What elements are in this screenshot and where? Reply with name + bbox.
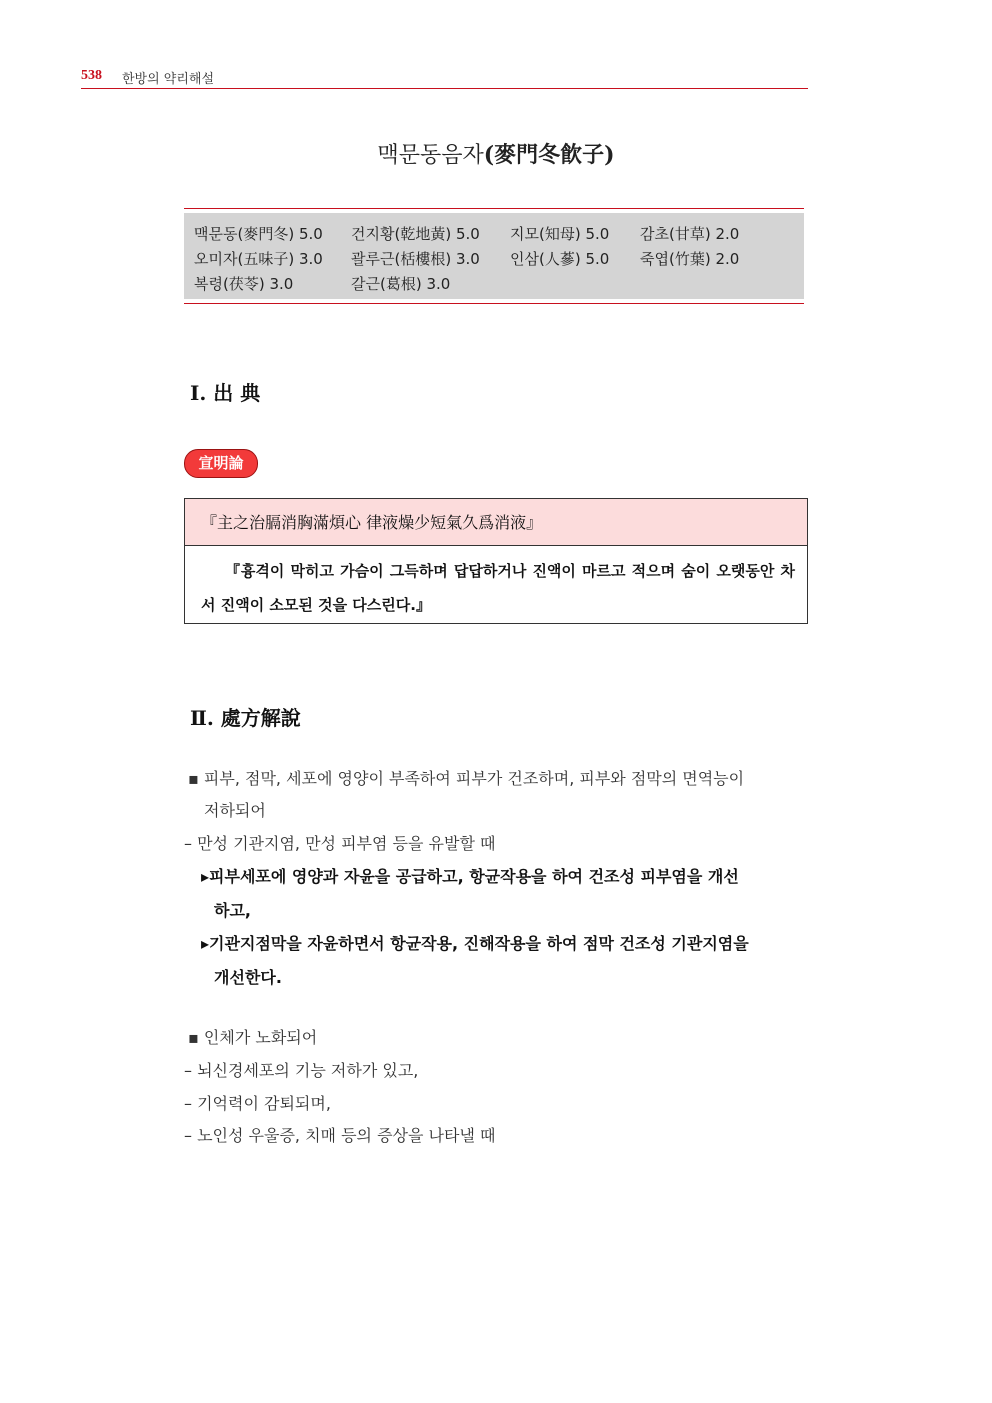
section-heading-source: Ⅰ. 出 典 bbox=[190, 381, 261, 405]
explanation-line: ▪ 인체가 노화되어 bbox=[188, 1028, 318, 1047]
explanation-line: – 기억력이 감퇴되며, bbox=[184, 1094, 331, 1113]
prescription-name-korean: 맥문동음자 bbox=[377, 143, 484, 168]
page-number: 538 bbox=[81, 68, 102, 83]
herb-item: 괄루근(栝樓根) 3.0 bbox=[351, 250, 480, 268]
herb-item: 인삼(人蔘) 5.0 bbox=[510, 250, 610, 268]
explanation-line: ▸피부세포에 영양과 자윤을 공급하고, 항균작용을 하여 건조성 피부염을 개선 bbox=[201, 867, 739, 886]
prescription-title bbox=[0, 138, 992, 169]
explanation-line: 하고, bbox=[214, 901, 251, 920]
herb-item: 복령(茯苓) 3.0 bbox=[194, 275, 294, 293]
book-title: 한방의 약리해설 bbox=[122, 72, 215, 87]
page-header bbox=[81, 66, 808, 89]
explanation-line: 개선한다. bbox=[214, 968, 282, 987]
explanation-line: ▪ 피부, 점막, 세포에 영양이 부족하여 피부가 건조하며, 피부와 점막의 면역능이 bbox=[188, 769, 745, 788]
herb-item: 건지황(乾地黃) 5.0 bbox=[351, 225, 480, 243]
prescription-name-hanja: (麥門冬飮子) bbox=[483, 142, 615, 168]
herb-item: 지모(知母) 5.0 bbox=[510, 225, 610, 243]
herb-item: 오미자(五味子) 3.0 bbox=[194, 250, 323, 268]
herb-item: 죽엽(竹葉) 2.0 bbox=[640, 250, 740, 268]
quote-translation: 『흉격이 막히고 가슴이 그득하며 답답하거나 진액이 마르고 적으며 숨이 오랫동안 차서 진액이 소모된 것을 다스린다.』 bbox=[201, 562, 795, 614]
herb-item: 맥문동(麥門冬) 5.0 bbox=[194, 225, 323, 243]
section-heading-prescription: Ⅱ. 處方解說 bbox=[190, 706, 301, 730]
explanation-line: – 뇌신경세포의 기능 저하가 있고, bbox=[184, 1061, 419, 1080]
herb-composition-box bbox=[184, 208, 804, 304]
explanation-line: – 노인성 우울증, 치매 등의 증상을 나타낼 때 bbox=[184, 1126, 496, 1145]
source-quote-box bbox=[184, 498, 808, 624]
herb-item: 갈근(葛根) 3.0 bbox=[351, 275, 451, 293]
quote-original-text: 『主之治膈消胸滿煩心 律液燥少短氣久爲消液』 bbox=[185, 499, 807, 546]
explanation-line: ▸기관지점막을 자윤하면서 항균작용, 진해작용을 하여 점막 건조성 기관지염을 bbox=[201, 934, 749, 953]
explanation-line: 저하되어 bbox=[204, 801, 266, 820]
herb-composition-panel bbox=[184, 213, 804, 299]
herb-item: 감초(甘草) 2.0 bbox=[640, 225, 740, 243]
source-badge: 宣明論 bbox=[184, 449, 258, 478]
explanation-line: – 만성 기관지염, 만성 피부염 등을 유발할 때 bbox=[184, 834, 496, 853]
